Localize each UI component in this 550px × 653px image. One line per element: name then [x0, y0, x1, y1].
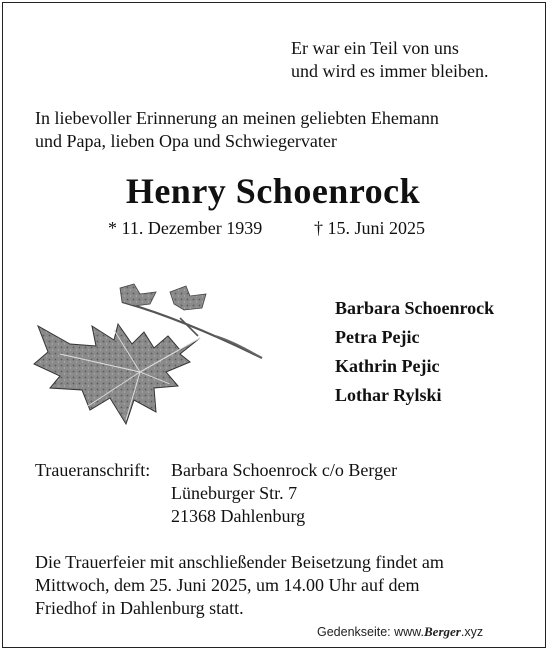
footer-prefix: Gedenkseite: www.: [317, 625, 424, 639]
mourner-name: Petra Pejic: [335, 327, 420, 347]
footer-suffix: .xyz: [460, 625, 484, 639]
memorial-page-link[interactable]: [317, 624, 483, 640]
address-line: 21368 Dahlenburg: [171, 506, 306, 526]
service-line: Friedhof in Dahlenburg statt.: [35, 598, 244, 618]
birth-date: * 11. Dezember 1939: [108, 218, 263, 238]
intro-line: und Papa, lieben Opa und Schwiegervater: [35, 131, 337, 151]
mourner-name: Kathrin Pejic: [335, 356, 440, 376]
intro-text: [35, 107, 439, 153]
address-block: [171, 459, 397, 528]
deceased-name: Henry Schoenrock: [125, 171, 421, 211]
address-line: Lüneburger Str. 7: [171, 483, 298, 503]
service-line: Mittwoch, dem 25. Juni 2025, um 14.00 Uhr auf dem: [35, 575, 420, 595]
brand-logo: Berger: [424, 624, 461, 639]
maple-leaf-icon: [30, 280, 270, 430]
service-line: Die Trauerfeier mit anschließender Beisetzung findet am: [35, 552, 444, 572]
death-date: † 15. Juni 2025: [314, 218, 426, 238]
mourner-name: Barbara Schoenrock: [335, 298, 495, 318]
address-label: Traueranschrift:: [35, 460, 151, 480]
service-info: [35, 551, 444, 620]
address-line: Barbara Schoenrock c/o Berger: [171, 460, 398, 480]
motto-line: Er war ein Teil von uns: [291, 38, 459, 58]
motto: [291, 37, 488, 83]
intro-line: In liebevoller Erinnerung an meinen geliebten Ehemann: [35, 108, 439, 128]
mourner-list: [335, 294, 494, 410]
motto-line: und wird es immer bleiben.: [291, 61, 489, 81]
mourner-name: Lothar Rylski: [335, 385, 442, 405]
